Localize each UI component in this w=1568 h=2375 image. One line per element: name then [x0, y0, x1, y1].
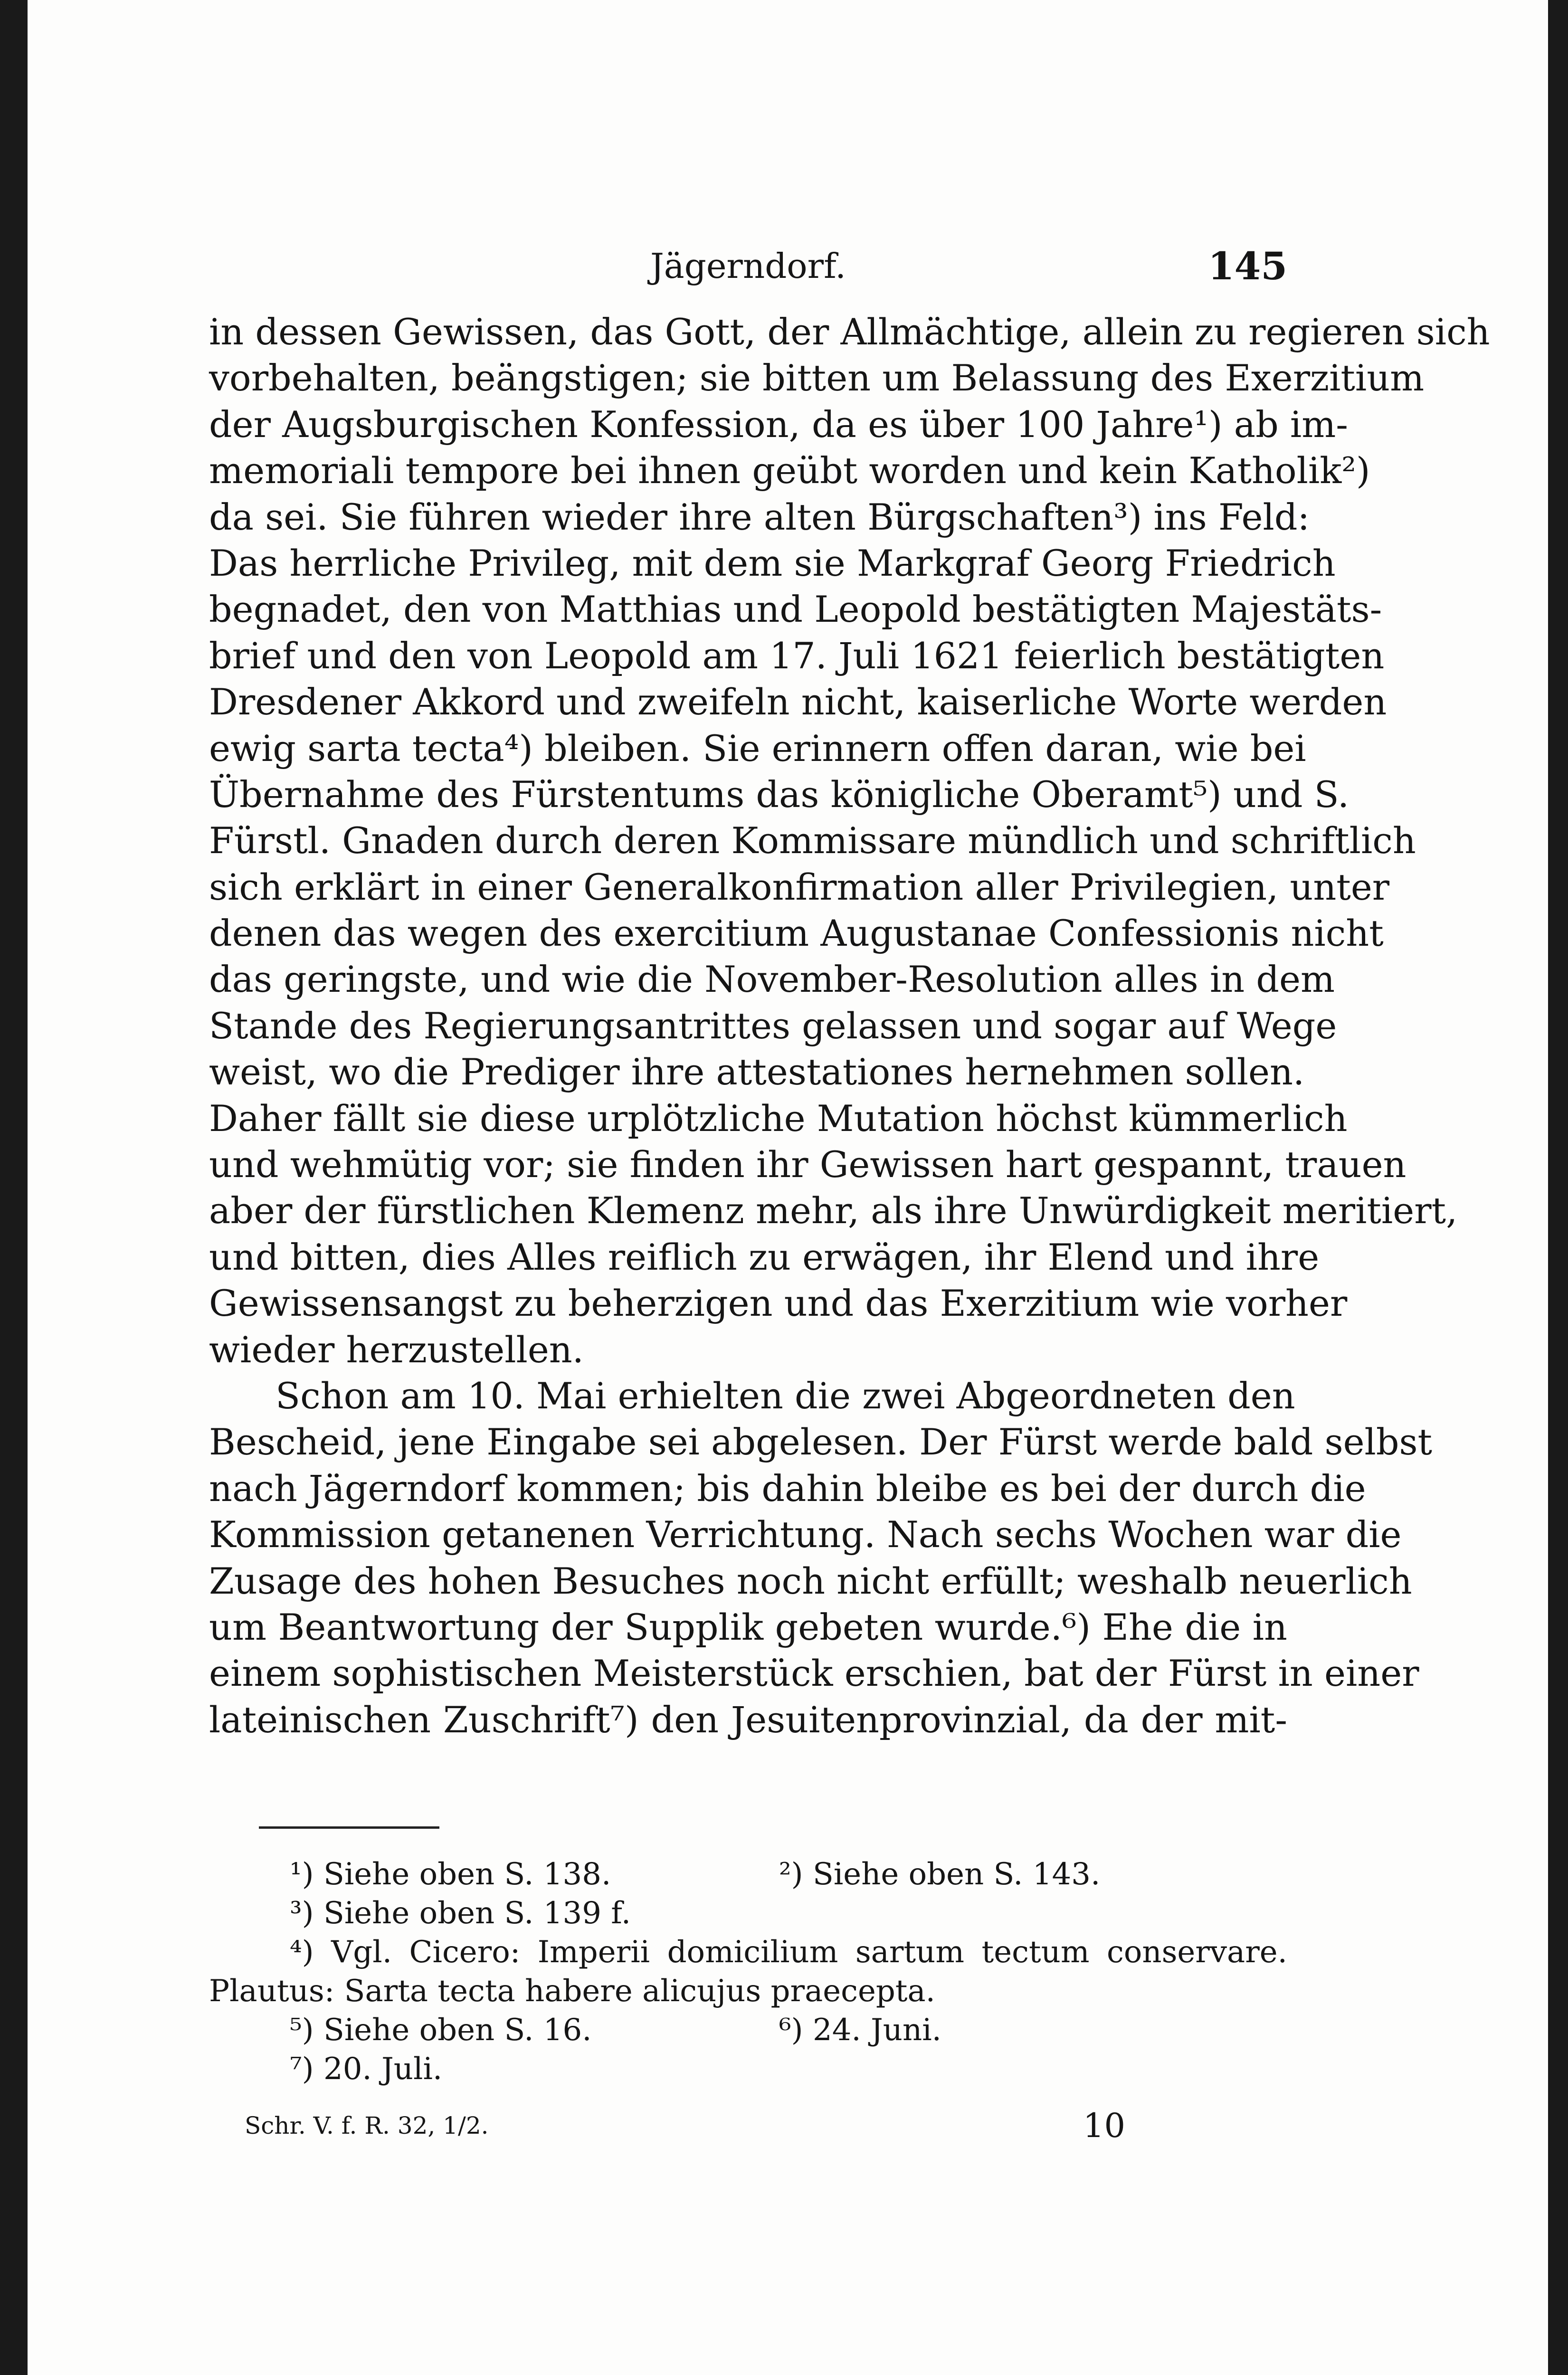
footnote-separator — [259, 1826, 439, 1829]
text-line: da sei. Sie führen wieder ihre alten Bürgschaften³) ins Feld: — [209, 495, 1310, 538]
page-number: 145 — [1208, 244, 1287, 288]
text-line: um Beantwortung der Supplik gebeten wurde.⁶) Ehe die in — [209, 1606, 1287, 1648]
text-line: Gewissensangst zu beherzigen und das Exerzitium wie vorher — [209, 1282, 1348, 1325]
text-line: weist, wo die Prediger ihre attestationes hernehmen sollen. — [209, 1051, 1305, 1093]
text-line: Zusage des hohen Besuches noch nicht erfüllt; weshalb neuerlich — [209, 1559, 1412, 1602]
publication-signature: Schr. V. f. R. 32, 1/2. — [245, 2112, 489, 2139]
text-line: aber der fürstlichen Klemenz mehr, als ihre Unwürdigkeit meritiert, — [209, 1189, 1458, 1232]
text-line: Das herrliche Privileg, mit dem sie Markgraf Georg Friedrich — [209, 542, 1336, 584]
footnote-1: ¹) Siehe oben S. 138. — [290, 1857, 611, 1892]
scan-border-right — [1548, 0, 1568, 2375]
text-line: in dessen Gewissen, das Gott, der Allmächtige, allein zu regieren sich — [209, 311, 1490, 353]
footnote-6: ⁶) 24. Juni. — [779, 2013, 941, 2048]
footnote-5: ⁵) Siehe oben S. 16. — [290, 2013, 592, 2048]
paragraph-start-line: Schon am 10. Mai erhielten die zwei Abgeordneten den — [276, 1374, 1295, 1417]
text-line: das geringste, und wie die November-Resolution alles in dem — [209, 958, 1335, 1001]
text-line: ewig sarta tecta⁴) bleiben. Sie erinnern offen daran, wie bei — [209, 727, 1306, 770]
footnote-row — [209, 1855, 1287, 1894]
footnote-2: ²) Siehe oben S. 143. — [779, 1857, 1101, 1892]
text-line: Daher fällt sie diese urplötzliche Mutation höchst kümmerlich — [209, 1097, 1348, 1140]
footnote-row — [209, 1972, 1287, 2011]
text-line: und wehmütig vor; sie finden ihr Gewissen hart gespannt, trauen — [209, 1143, 1406, 1186]
text-line: vorbehalten, beängstigen; sie bitten um Belassung des Exerzitium — [209, 357, 1425, 399]
text-line: und bitten, dies Alles reiflich zu erwägen, ihr Elend und ihre — [209, 1235, 1320, 1278]
footnote-3: ³) Siehe oben S. 139 f. — [290, 1896, 631, 1931]
footnote-4-text: ⁴) Vgl. Cicero: Imperii domicilium sartum tectum conservare. — [290, 1935, 1287, 1970]
running-title: Jägerndorf. — [650, 246, 846, 286]
page-footer — [209, 2100, 1287, 2152]
scan-border-left — [0, 0, 28, 2375]
text-line: sich erklärt in einer Generalkonfirmation aller Privilegien, unter — [209, 865, 1390, 908]
footnote-row — [209, 2011, 1287, 2050]
text-line: memoriali tempore bei ihnen geübt worden und kein Katholik²) — [209, 449, 1370, 492]
text-line: Kommission getanenen Verrichtung. Nach sechs Wochen war die — [209, 1513, 1402, 1556]
footnotes — [209, 1855, 1287, 2089]
text-line: brief und den von Leopold am 17. Juli 1621 feierlich bestätigten — [209, 634, 1385, 677]
text-line: Bescheid, jene Eingabe sei abgelesen. Der Fürst werde bald selbst — [209, 1421, 1433, 1463]
footnote-4-continuation: Plautus: Sarta tecta habere alicujus praecepta. — [209, 1974, 935, 2009]
text-line: der Augsburgischen Konfession, da es über 100 Jahre¹) ab im- — [209, 403, 1348, 446]
text-line: Fürstl. Gnaden durch deren Kommissare mündlich und schriftlich — [209, 819, 1416, 862]
text-line: Dresdener Akkord und zweifeln nicht, kaiserliche Worte werden — [209, 681, 1387, 723]
footnote-4 — [209, 1933, 1287, 1972]
text-line: Übernahme des Fürstentums das königliche Oberamt⁵) und S. — [209, 773, 1349, 816]
footnote-row — [209, 2050, 1287, 2089]
text-line: denen das wegen des exercitium Augustanae Confessionis nicht — [209, 912, 1384, 955]
running-head — [209, 240, 1287, 292]
main-text — [209, 309, 1490, 1743]
text-line: Stande des Regierungsantrittes gelassen und sogar auf Wege — [209, 1004, 1337, 1047]
sheet-signature-number: 10 — [1083, 2106, 1126, 2145]
text-line: einem sophistischen Meisterstück erschien, bat der Fürst in einer — [209, 1652, 1419, 1695]
text-line: begnadet, den von Matthias und Leopold bestätigten Majestäts- — [209, 588, 1382, 631]
footnote-7: ⁷) 20. Juli. — [290, 2052, 443, 2087]
text-line: lateinischen Zuschrift⁷) den Jesuitenprovinzial, da der mit- — [209, 1698, 1287, 1741]
footnote-row — [209, 1894, 1287, 1933]
text-line: nach Jägerndorf kommen; bis dahin bleibe es bei der durch die — [209, 1467, 1366, 1510]
paragraph-end-line: wieder herzustellen. — [209, 1328, 584, 1371]
